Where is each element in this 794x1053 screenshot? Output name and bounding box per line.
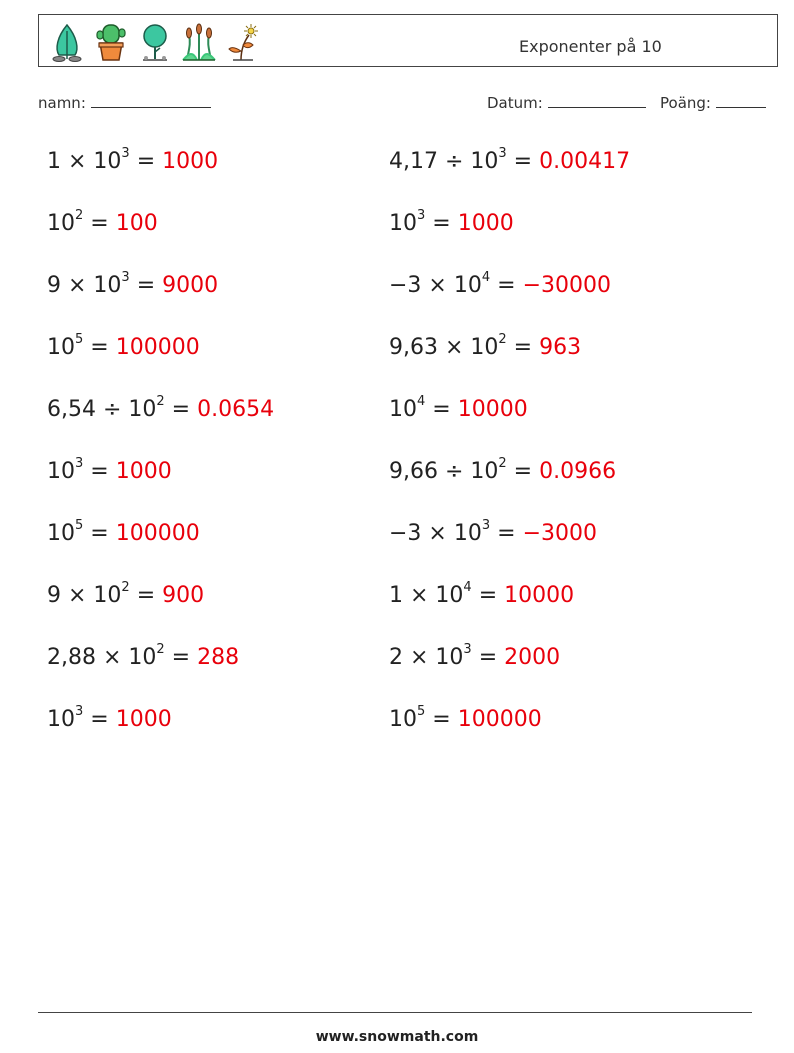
equals-sign: = bbox=[129, 583, 163, 608]
exponent: 2 bbox=[498, 332, 507, 347]
problem-lhs: 9,66 ÷ 10 bbox=[389, 459, 499, 484]
problem-8 bbox=[389, 332, 582, 360]
answer: 0.00417 bbox=[539, 149, 631, 174]
problem-lhs: 9 × 10 bbox=[47, 583, 122, 608]
answer: −3000 bbox=[522, 521, 597, 546]
leaf-tree-icon bbox=[47, 21, 87, 63]
problem-4 bbox=[389, 208, 514, 236]
answer: 10000 bbox=[457, 397, 528, 422]
footer-url[interactable]: www.snowmath.com bbox=[315, 1029, 479, 1045]
answer: 1000 bbox=[115, 459, 172, 484]
answer: 900 bbox=[162, 583, 205, 608]
name-field bbox=[38, 93, 211, 112]
worksheet-title: Exponenter på 10 bbox=[519, 37, 662, 56]
problem-lhs: 9 × 10 bbox=[47, 273, 122, 298]
problem-16 bbox=[389, 580, 575, 608]
problem-lhs: 4,17 ÷ 10 bbox=[389, 149, 499, 174]
exponent: 3 bbox=[121, 146, 130, 161]
equals-sign: = bbox=[83, 335, 116, 360]
score-label: Poäng: bbox=[660, 94, 711, 112]
problem-lhs: 10 bbox=[47, 211, 75, 236]
answer: 10000 bbox=[504, 583, 575, 608]
equals-sign: = bbox=[164, 645, 198, 670]
exponent: 3 bbox=[481, 518, 491, 533]
answer: 1000 bbox=[457, 211, 514, 236]
problem-lhs: 10 bbox=[47, 459, 75, 484]
date-blank[interactable] bbox=[548, 93, 646, 108]
problem-lhs: 10 bbox=[389, 397, 417, 422]
problem-lhs: 1 × 10 bbox=[47, 149, 122, 174]
problem-15 bbox=[47, 580, 205, 608]
answer: −30000 bbox=[522, 273, 611, 298]
answer: 100000 bbox=[457, 707, 542, 732]
exponent: 3 bbox=[75, 456, 84, 471]
name-label: namn: bbox=[38, 94, 86, 112]
exponent: 3 bbox=[463, 642, 472, 657]
problem-lhs: −3 × 10 bbox=[389, 273, 482, 298]
problem-2 bbox=[389, 146, 631, 174]
answer: 0.0966 bbox=[539, 459, 617, 484]
score-blank[interactable] bbox=[716, 93, 766, 108]
header-box bbox=[38, 14, 778, 67]
equals-sign: = bbox=[129, 149, 163, 174]
equals-sign: = bbox=[490, 521, 523, 546]
flower-sprout-icon bbox=[223, 21, 263, 63]
exponent: 2 bbox=[121, 580, 130, 595]
problem-3 bbox=[47, 208, 158, 236]
equals-sign: = bbox=[425, 211, 458, 236]
exponent: 3 bbox=[75, 704, 84, 719]
equals-sign: = bbox=[471, 645, 505, 670]
reed-grass-icon bbox=[179, 21, 219, 63]
exponent: 5 bbox=[417, 704, 426, 719]
problem-7 bbox=[47, 332, 200, 360]
equals-sign: = bbox=[129, 273, 163, 298]
answer: 963 bbox=[539, 335, 582, 360]
equals-sign: = bbox=[506, 149, 540, 174]
answer: 1000 bbox=[162, 149, 219, 174]
exponent: 2 bbox=[498, 456, 507, 471]
problem-11 bbox=[47, 456, 172, 484]
exponent: 5 bbox=[75, 518, 84, 533]
date-field bbox=[487, 93, 646, 112]
equals-sign: = bbox=[83, 707, 116, 732]
problem-9 bbox=[47, 394, 275, 422]
problem-lhs: 2,88 × 10 bbox=[47, 645, 157, 670]
problem-lhs: 10 bbox=[47, 707, 75, 732]
problem-10 bbox=[389, 394, 528, 422]
score-field bbox=[660, 93, 766, 112]
problem-5 bbox=[47, 270, 219, 298]
equals-sign: = bbox=[471, 583, 505, 608]
round-tree-icon bbox=[135, 21, 175, 63]
problem-1 bbox=[47, 146, 219, 174]
problem-lhs: 2 × 10 bbox=[389, 645, 464, 670]
problem-6 bbox=[389, 270, 611, 298]
answer: 100000 bbox=[115, 521, 200, 546]
footer-divider bbox=[38, 1012, 752, 1013]
problem-14 bbox=[389, 518, 597, 546]
exponent: 4 bbox=[463, 580, 472, 595]
problem-lhs: 10 bbox=[389, 707, 417, 732]
answer: 1000 bbox=[115, 707, 172, 732]
exponent: 5 bbox=[75, 332, 84, 347]
equals-sign: = bbox=[506, 459, 540, 484]
exponent: 2 bbox=[75, 208, 84, 223]
equals-sign: = bbox=[425, 707, 458, 732]
problem-lhs: 6,54 ÷ 10 bbox=[47, 397, 157, 422]
equals-sign: = bbox=[83, 459, 116, 484]
problem-lhs: −3 × 10 bbox=[389, 521, 482, 546]
equals-sign: = bbox=[425, 397, 458, 422]
answer: 100000 bbox=[115, 335, 200, 360]
problem-lhs: 10 bbox=[47, 521, 75, 546]
answer: 288 bbox=[197, 645, 240, 670]
exponent: 2 bbox=[156, 394, 165, 409]
exponent: 4 bbox=[481, 270, 491, 285]
problem-lhs: 10 bbox=[389, 211, 417, 236]
answer: 9000 bbox=[162, 273, 219, 298]
equals-sign: = bbox=[490, 273, 523, 298]
problem-17 bbox=[47, 642, 240, 670]
problem-lhs: 9,63 × 10 bbox=[389, 335, 499, 360]
exponent: 3 bbox=[121, 270, 130, 285]
exponent: 3 bbox=[498, 146, 507, 161]
problem-18 bbox=[389, 642, 561, 670]
problem-19 bbox=[47, 704, 172, 732]
equals-sign: = bbox=[164, 397, 198, 422]
problem-20 bbox=[389, 704, 542, 732]
problem-lhs: 10 bbox=[47, 335, 75, 360]
date-label: Datum: bbox=[487, 94, 543, 112]
exponent: 2 bbox=[156, 642, 165, 657]
problem-12 bbox=[389, 456, 617, 484]
problem-13 bbox=[47, 518, 200, 546]
answer: 2000 bbox=[504, 645, 561, 670]
icon-row bbox=[47, 21, 263, 63]
equals-sign: = bbox=[506, 335, 540, 360]
exponent: 4 bbox=[417, 394, 426, 409]
answer: 100 bbox=[115, 211, 158, 236]
exponent: 3 bbox=[417, 208, 426, 223]
equals-sign: = bbox=[83, 521, 116, 546]
problem-lhs: 1 × 10 bbox=[389, 583, 464, 608]
cactus-pot-icon bbox=[91, 21, 131, 63]
equals-sign: = bbox=[83, 211, 116, 236]
name-blank[interactable] bbox=[91, 93, 211, 108]
answer: 0.0654 bbox=[197, 397, 275, 422]
